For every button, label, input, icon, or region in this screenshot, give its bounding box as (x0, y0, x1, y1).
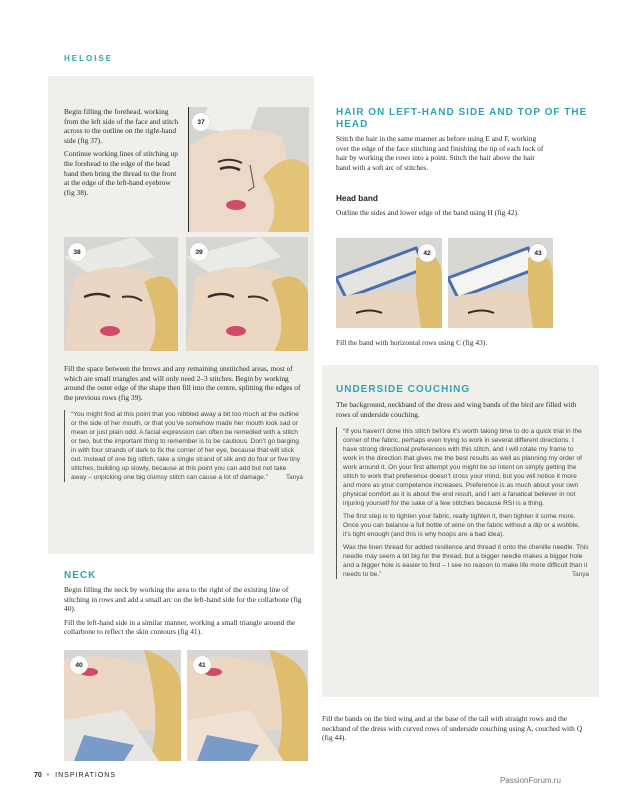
couching-after-text (322, 714, 592, 747)
headband-text (336, 208, 550, 222)
figure-38-number: 38 (68, 243, 86, 261)
couching-after-paragraph: Fill the bands on the bird wing and at the base of the tail with straight rows and the neckband of the dress with curved rows of underside couching using A, couched with Q (fig 44). (322, 714, 583, 743)
figure-40-number: 40 (70, 656, 88, 674)
neck-paragraph-1: Begin filling the neck by working the area to the right of the existing line of stitching in rows and add a small arc on the left-hand side for the collarbone (fig 40). (64, 585, 302, 614)
quote-couching-paragraph-3 (343, 543, 589, 579)
quote-face-text: “You might find at this point that you nibbled away a bit too much at the outline or the side of her mouth, or that you’ve somehow made her mouth look sad or mean or just plain odd. A facial expression can often be remedied with a stitch or two, but the important thing to remember is to be cautious. Don’t go barging in with four strands of dark to fix the corner of her eye, because that will stick out. Instead of one big stitch, take a single strand of silk and do four or five tiny stitches, building up slowly, because at this point you can add but not take away – unpicking one big clumsy stitch can cause a lot of damage.” (71, 411, 301, 481)
brows-paragraph: Fill the space between the brows and any remaining unstitched areas, most of which are small triangles and will only need 2–3 stitches. Begin by working around the outer edge of the shape then fill into the centre, splitting the edges of the previous rows (fig 39). (64, 364, 301, 402)
headband-fill-text (336, 338, 550, 352)
figure-41-number: 41 (193, 656, 211, 674)
figure-37-number: 37 (192, 113, 210, 131)
figure-37 (188, 107, 309, 232)
figure-39 (186, 237, 308, 351)
figure-39-number: 39 (190, 243, 208, 261)
couching-text (336, 400, 592, 423)
footer-separator: • (46, 772, 51, 779)
tanya-quote-couching (336, 427, 589, 579)
neck-paragraph-2: Fill the left-hand side in a similar manner, working a small triangle around the collarbone to reflect the skin contours (fig 41). (64, 617, 296, 637)
quote-couching-paragraph-2: The first step is to tighten your fabric, really tighten it, then tighten it some more. Once you can balance a full bottle of wine on the fabric without a dip or a wobble, it’s tight enough (and this is why hoops are a bad idea). (343, 513, 580, 538)
running-head: HELOISE (64, 54, 114, 63)
figure-41 (187, 650, 308, 761)
quote-couching-text-3: Wax the linen thread for added resilience and thread it onto the chenille needle. This needle may seem a bit big for the thread, but a bigger needle makes a bigger hole and a bigger hole is easier to find – I see no reason to make life more difficult than it needs to be.” (343, 544, 589, 578)
hair-text (336, 134, 550, 176)
hair-heading: HAIR ON LEFT-HAND SIDE AND TOP OF THE HEAD (336, 107, 588, 130)
figure-40 (64, 650, 181, 761)
watermark: PassionForum.ru (500, 776, 561, 785)
couching-paragraph: The background, neckband of the dress and wing bands of the bird are filled with rows of underside couching. (336, 400, 577, 419)
figure-38 (64, 237, 178, 351)
intro-paragraph-2: Continue working lines of stitching up the forehead to the edge of the head band then bring the thread to the front at the edge of the left-hand eyebrow (fig 38). (64, 149, 178, 197)
quote-couching-paragraph-1: “If you haven’t done this stitch before it’s worth taking time to do a quick trial in the corner of the fabric, perhaps even trying to work in several different directions. I have strong directional preferences with this stitch, and I will rotate my frame to work in the direction that gives me the best results as well as planning my order of work around it. On your first attempt you might be so intent on simply getting the stitch to work that preference doesn’t cross your mind, but you will notice it more and more as your competence increases. Preference is as much about your own physical comfort as it is about the end result, and I am a fanatical believer in not injuring yourself for the sake of a few stitches because RSI is a thing. (343, 428, 582, 507)
figure-43 (448, 238, 553, 328)
neck-heading: NECK (64, 570, 97, 581)
intro-paragraph-1: Begin filling the forehead, working from the left side of the face and stitch across to the outline on the right-hand side (fig 37). (64, 107, 179, 145)
page-footer (34, 772, 116, 779)
figure-42 (336, 238, 442, 328)
headband-heading: Head band (336, 194, 378, 203)
publication-name: INSPIRATIONS (55, 772, 117, 779)
hair-paragraph: Stitch the hair in the same manner as before using E and F, working over the edge of the face stitching and finishing the tip of each lock of hair by working the rows into a point. Stitch the hair above the hair band with a soft arc of stitches. (336, 134, 544, 172)
tanya-quote-face (64, 410, 303, 482)
headband-fill-paragraph: Fill the band with horizontal rows using C (fig 43). (336, 338, 488, 347)
headband-paragraph: Outline the sides and lower edge of the band using H (fig 42). (336, 208, 519, 217)
quote-face-author: Tanya (285, 474, 303, 481)
figure-43-number: 43 (529, 244, 547, 262)
couching-heading: UNDERSIDE COUCHING (336, 384, 471, 395)
quote-couching-author: Tanya (571, 571, 589, 578)
intro-text (64, 107, 182, 201)
brows-section (64, 364, 304, 406)
neck-text (64, 585, 312, 641)
page-number: 70 (34, 772, 42, 779)
figure-42-number: 42 (418, 244, 436, 262)
